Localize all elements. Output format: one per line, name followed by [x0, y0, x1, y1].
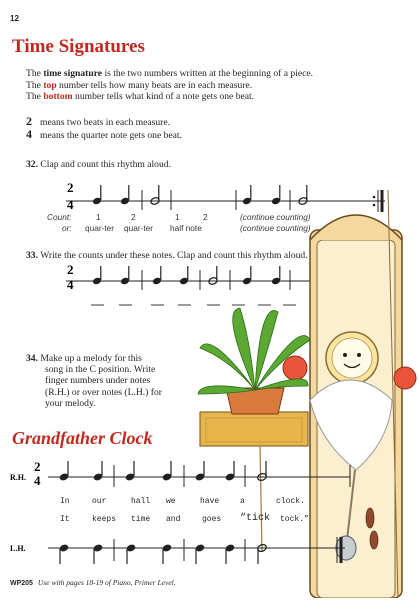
left-hand-rhythm: [0, 537, 360, 569]
time-sig-bottom: 4: [67, 197, 74, 212]
quarter-note: [195, 543, 205, 564]
quarter-note: [120, 266, 130, 285]
lh-label: L.H.: [10, 544, 26, 553]
word-count: half note: [170, 223, 202, 233]
lyric: keeps: [92, 515, 117, 524]
or-label: or:: [62, 223, 72, 233]
half-note: [257, 461, 267, 482]
quarter-note: [59, 461, 69, 482]
half-note: [257, 543, 267, 564]
right-hand-rhythm: [0, 455, 360, 491]
count: 2: [203, 212, 208, 222]
lyric: we: [166, 497, 176, 506]
quarter-note: [92, 185, 102, 205]
word-count: quar-ter: [85, 223, 115, 233]
intro-line-2: The top number tells how many beats are in each measure.: [26, 79, 253, 91]
lyric: clock.: [276, 497, 305, 506]
quarter-note: [162, 543, 172, 564]
page-number: 12: [10, 14, 19, 23]
lyric: hall: [131, 497, 151, 506]
lyric: In: [60, 497, 70, 506]
lyric: goes: [202, 515, 222, 524]
quarter-note: [225, 461, 235, 482]
time-sig-bottom: 4: [34, 473, 41, 488]
quarter-note: [195, 461, 205, 482]
exercise-33-instruction: 33. Write the counts under these notes. Clap and count this rhythm aloud.: [26, 250, 308, 261]
quarter-note: [162, 461, 172, 482]
song-title: Grandfather Clock: [12, 428, 153, 448]
lyric: have: [200, 497, 220, 506]
final-bar-line: [337, 537, 341, 563]
quarter-note: [59, 543, 69, 564]
lyric: It: [60, 515, 70, 524]
time-sig-top: 2: [67, 264, 74, 277]
clock-face-icon: [326, 332, 378, 384]
exercise-34-instruction: 34. Make up a melody for this song in the C position. Write finger numbers under notes (R.H.) or over notes (L.H.) for your melody.: [26, 353, 162, 409]
page-title: Time Signatures: [12, 36, 145, 57]
footer: [10, 578, 176, 587]
quarter-note: [93, 543, 103, 564]
quarter-note: [93, 461, 103, 482]
def-bottom: 4 means the quarter note gets one beat.: [26, 126, 182, 141]
right-hand-icon: [394, 367, 416, 389]
continue-note: (continue counting): [240, 212, 311, 222]
quarter-note: [92, 266, 102, 285]
quarter-note: [126, 543, 136, 564]
time-sig-top: 2: [67, 180, 74, 195]
exercise-32-instruction: 32. Clap and count this rhythm aloud.: [26, 159, 171, 170]
lyric: tock.”: [280, 515, 309, 524]
continue-note: (continue counting): [240, 223, 311, 233]
quarter-note: [225, 543, 235, 564]
quarter-note: [125, 461, 135, 482]
plant-leaves-icon: [198, 308, 310, 394]
time-sig-bottom: 4: [67, 277, 74, 292]
def-top: 2 means two beats in each measure.: [26, 114, 170, 128]
time-signature-definitions: [26, 116, 182, 141]
intro-line-3: The bottom number tells what kind of a note gets one beat.: [26, 91, 255, 102]
half-note: [150, 185, 160, 205]
lyric: a: [240, 497, 245, 506]
word-count: quar-ter: [124, 223, 154, 233]
grandfather-clock-illustration: [160, 180, 419, 598]
quarter-note: [120, 185, 130, 205]
footer-note: Use with pages 18-19 of Piano, Primer Level.: [37, 578, 176, 587]
intro-line-1: The time signature is the two numbers written at the beginning of a piece.: [26, 68, 314, 79]
lyrics: [0, 497, 360, 527]
lyric: time: [131, 515, 151, 524]
lyric: and: [166, 515, 181, 524]
count: 1: [175, 212, 180, 222]
lyric: “tick: [240, 513, 271, 524]
count: 2: [131, 212, 136, 222]
count-label: Count:: [47, 212, 72, 222]
footer-code: WP205: [10, 580, 33, 587]
count: 1: [96, 212, 101, 222]
lyric: our: [92, 497, 107, 506]
rh-label: R.H.: [10, 473, 26, 482]
time-sig-top: 2: [34, 459, 41, 474]
intro-paragraph: [26, 68, 313, 103]
left-hand-icon: [283, 356, 307, 380]
